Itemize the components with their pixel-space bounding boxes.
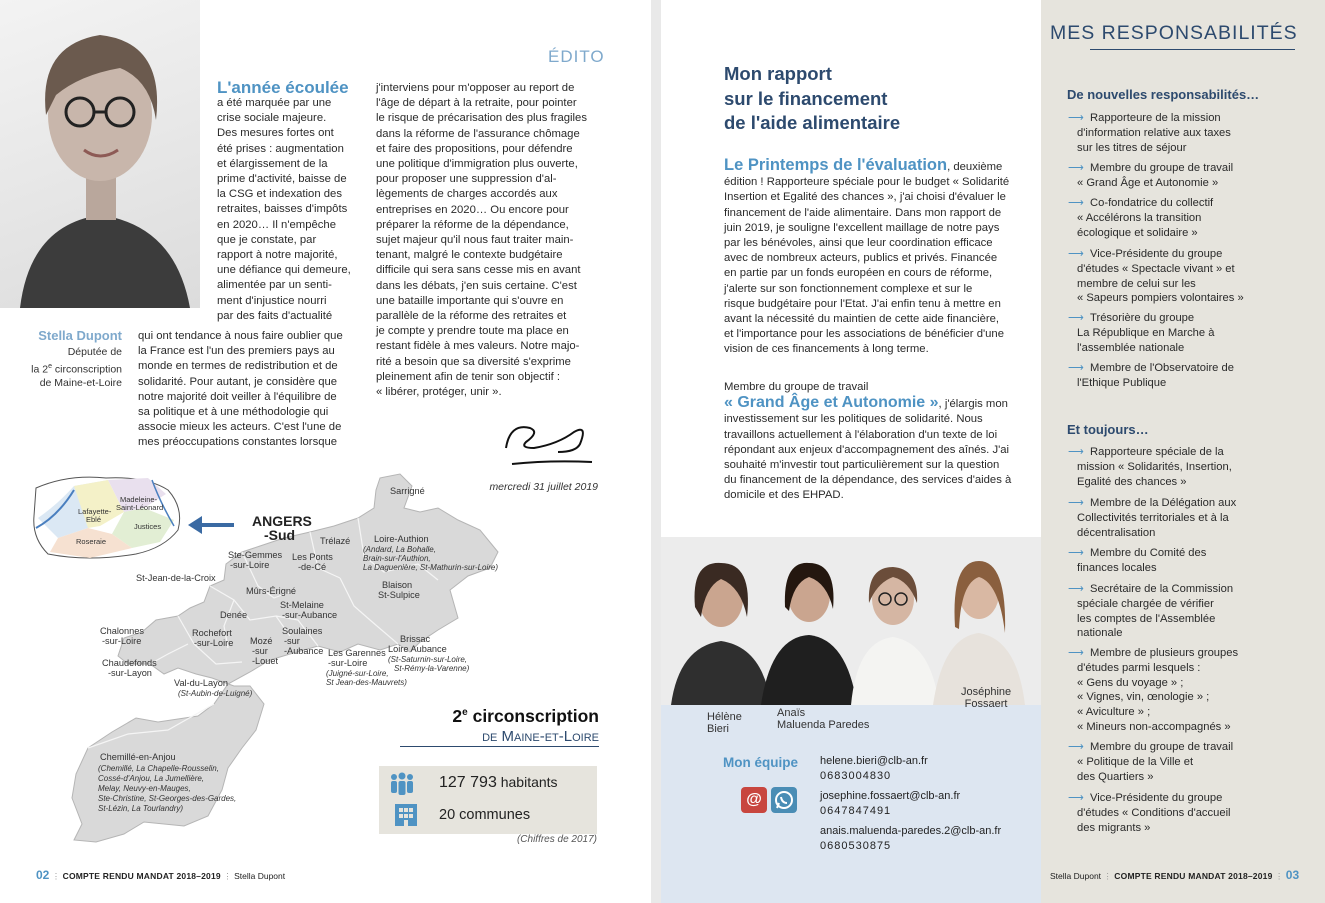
text-line: par des faits d'actualité xyxy=(217,309,333,322)
map-inset-label: Justices xyxy=(134,522,162,531)
text-line: la CSG et indexation des xyxy=(217,188,342,201)
map-town-sublabel: Melay, Neuvy-en-Mauges, xyxy=(98,784,191,793)
responsibility-item: ⟶ Vice-Présidente du groupe d'études « Spectacle vivant » et membre de celui sur les « Sapeurs pompiers volontaires » xyxy=(1068,248,1244,305)
section-heading: De nouvelles responsabilités… xyxy=(1067,87,1260,102)
text-line: lègements de charges accordés aux xyxy=(376,188,558,201)
map-town-label: -sur-Loire xyxy=(328,658,368,668)
map-town-label: Denée xyxy=(220,610,248,620)
text-line: je compte y prendre toute ma place en xyxy=(376,325,569,338)
text-line: et l'importance pour les associations de bénéficier d'une xyxy=(724,328,1004,341)
text-line: j'interviens pour m'opposer au report de xyxy=(376,82,575,94)
text-line: avant la nécessité du maintien de cette aide financière, xyxy=(724,313,1000,326)
working-group-paragraph: Membre du groupe de travail « Grand Âge et Autonomie », j'élargis mon investissement sur les politiques de solidarité. Nous travaillons actuellement à l'élaboration d'un texte de loi répondant aux enjeux d'accompagnement des aînés. J'ai souhaité m'investir tout particulièrement sur la question du financement de la dépendance, des services d'aides à domicile et des EHPAD. xyxy=(724,380,1026,504)
text-line: solidarité. Pour autant, je considère que xyxy=(138,375,338,388)
portrait-photo xyxy=(0,0,200,308)
map-town-label: -Aubance xyxy=(284,646,324,656)
text-line: financement de l'aide alimentaire. Dans mon rapport de xyxy=(724,206,1002,219)
map-town-label: Trélazé xyxy=(320,536,351,546)
text-line: alimentée par un senti- xyxy=(217,279,332,292)
map-town-label: Loire-Authion xyxy=(374,534,429,544)
communes-stat: 20 communes xyxy=(439,807,531,823)
arrow-icon: ⟶ xyxy=(1068,362,1085,374)
text-line: que je constate, par xyxy=(217,233,317,246)
arrow-icon: ⟶ xyxy=(1068,197,1085,209)
map-town-label: Ste-Gemmes xyxy=(228,550,283,560)
map-town-label: Les Garennes xyxy=(328,648,386,658)
working-group-intro: Membre du groupe de travail xyxy=(724,381,869,393)
responsibility-item: ⟶ Trésorière du groupe La République en Marche à l'assemblée nationale xyxy=(1068,312,1215,354)
email-icon[interactable]: @ xyxy=(741,787,767,813)
text-line: édition ! Rapporteure spéciale pour le budget « Solidarité xyxy=(724,176,1010,189)
text-line: prime d'activité, baisse de xyxy=(217,173,347,186)
map-town-sublabel: (Andard, La Bohalle, xyxy=(363,545,436,554)
text-line: j'alerte sur son fonctionnement complexe et sur le xyxy=(724,282,973,295)
text-line: travaillons actuellement à l'élaboration d'un texte de loi xyxy=(724,428,998,441)
map-town-label: Blaison xyxy=(382,580,413,590)
report-lead: Le Printemps de l'évaluation xyxy=(724,156,948,174)
map-town-sublabel: (Chemillé, La Chapelle-Rousselin, xyxy=(98,764,219,773)
text-line: rité a besoin que sa diversité s'exprime xyxy=(376,355,571,368)
responsibility-item: ⟶ Co-fondatrice du collectif « Accélérons la transition écologique et solidaire » xyxy=(1068,197,1214,239)
footer-text: COMPTE RENDU MANDAT 2018–2019 xyxy=(62,871,221,881)
author-caption xyxy=(10,328,122,390)
map-town-sublabel: La Daguenière, St-Mathurin-sur-Loire) xyxy=(363,563,499,572)
author-role: de Maine-et-Loire xyxy=(39,376,122,389)
contact-email[interactable]: anais.maluenda-paredes.2@clb-an.fr xyxy=(820,825,1002,837)
map-town-label: Rochefort xyxy=(192,628,232,638)
team-block xyxy=(661,537,1041,903)
edito-date: mercredi 31 juillet 2019 xyxy=(489,481,598,493)
author-role: Députée de xyxy=(67,346,122,358)
map-inset-label: Eblé xyxy=(86,515,102,524)
arrow-icon: ⟶ xyxy=(1068,547,1085,559)
footer-name: Stella Dupont xyxy=(1050,871,1102,881)
circonscription-subtitle: de Maine-et-Loire xyxy=(400,728,599,747)
text-line: tenant, malgré le contexte budgétaire xyxy=(376,249,563,262)
angers-inset-map xyxy=(34,477,180,558)
text-line: entreprises en 2020… Ou encore pour xyxy=(376,203,569,216)
left-page xyxy=(0,0,651,903)
map-town-label: -Louet xyxy=(252,656,279,666)
text-line: ment d'injustice nourri xyxy=(217,294,327,307)
text-line: du financement de la dépendance, des services d'aides à xyxy=(724,474,1012,487)
arrow-icon: ⟶ xyxy=(1068,312,1085,324)
text-line: rapport à notre majorité, xyxy=(217,249,338,262)
team-member-name: Joséphine Fossaert xyxy=(961,686,1012,710)
map-town-sublabel: St-Lézin, La Tourlandry) xyxy=(98,804,184,813)
map-town-label: Chemillé-en-Anjou xyxy=(100,752,176,762)
signature xyxy=(500,418,595,470)
responsibility-item: ⟶ Rapporteure spéciale de la mission « Solidarités, Insertion, Egalité des chances » xyxy=(1068,446,1232,488)
text-line: dans les débats, j'en suis certaine. C'est xyxy=(376,279,577,292)
text-line: été prises : augmentation xyxy=(217,142,344,155)
map-town-sublabel: St Jean-des-Mauvrets) xyxy=(326,678,407,687)
text-line: Insertion et Egalité des chances », j'ai choisi d'évaluer le xyxy=(724,191,1006,204)
text-line: répondant aux enjeux d'accompagnement des aînés. J'ai xyxy=(724,443,1010,456)
column-2 xyxy=(376,81,598,400)
arrow-icon: ⟶ xyxy=(1068,248,1085,260)
text-line: pleinement afin de tenir son objectif : xyxy=(376,370,560,383)
map-label-angers: ANGERS -Sud xyxy=(252,513,312,543)
text-line: une défiance qui demeure, xyxy=(217,264,351,277)
map-town-label: Mozé xyxy=(250,636,273,646)
map-town-label: -sur-Aubance xyxy=(282,610,338,620)
edito-heading: ÉDITO xyxy=(548,47,605,66)
text-line: difficile qui sera sans cesse mis en avant xyxy=(376,264,581,277)
map-town-label: -sur-Layon xyxy=(108,668,152,678)
text-line: une politique d'immigration plus ouverte, xyxy=(376,158,578,171)
contact-phone: 0683004830 xyxy=(820,770,892,782)
text-line: retraites, baisses d'impôts xyxy=(217,203,348,216)
map-town-sublabel: (Juigné-sur-Loire, xyxy=(326,669,389,678)
stats-note: (Chiffres de 2017) xyxy=(516,834,597,845)
text-line: sujet majeur qu'il nous faut traiter main- xyxy=(376,234,574,247)
author-role: la 2e circonscription xyxy=(31,362,122,375)
map-town-label: Mûrs-Érigné xyxy=(246,586,297,596)
arrow-icon: ⟶ xyxy=(1068,446,1085,458)
page-number: 03 xyxy=(1285,868,1300,882)
map-town-label: Val-du-Layon xyxy=(174,678,228,688)
team-member-name: Anaïs Maluenda Paredes xyxy=(777,707,870,731)
text-line: le risque de précarisation des plus fragiles xyxy=(376,112,587,125)
building-icon xyxy=(393,802,419,828)
map-town-label: Sarrigné xyxy=(390,486,425,496)
text-line: par les bénévoles, ainsi que leur coordination efficace xyxy=(724,237,993,250)
text-line: en partie par un fonds européen en cours de réforme, xyxy=(724,267,993,280)
inhabitants-stat: 127 793 habitants xyxy=(439,774,558,791)
responsibility-item: ⟶ Membre de plusieurs groupes d'études parmi lesquels : « Gens du voyage » ; « Vignes, vin, œnologie » ; « Aviculture » ; « Mineurs non-accompagnés » xyxy=(1068,647,1239,733)
map-town-sublabel: Cossé-d'Anjou, La Jumellière, xyxy=(98,774,205,783)
map-town-label: St-Sulpice xyxy=(378,590,420,600)
contact-list xyxy=(820,754,1001,854)
text-line: et faire des propositions, pour défendre xyxy=(376,142,573,155)
contact-phone: 0647847491 xyxy=(820,805,892,817)
map-town-sublabel: (St-Aubin-de-Luigné) xyxy=(178,689,253,698)
text-line: risque budgétaire pour l'Etat. J'ai enfin tenu à mettre en xyxy=(724,297,1001,310)
arrow-icon: ⟶ xyxy=(1068,583,1085,595)
contact-phone: 0680530875 xyxy=(820,840,892,852)
lead-title: L'année écoulée xyxy=(217,78,349,97)
map-town-label: -sur xyxy=(284,636,300,646)
contact-email[interactable]: josephine.fossaert@clb-an.fr xyxy=(820,790,961,802)
author-name: Stella Dupont xyxy=(38,328,122,343)
whatsapp-icon[interactable] xyxy=(771,787,797,813)
map-town-sublabel: Brain-sur-l'Authion, xyxy=(363,554,431,563)
responsibility-item: ⟶ Membre du Comité des finances locales xyxy=(1068,547,1207,574)
text-line: Des mesures fortes ont xyxy=(217,127,334,140)
text-line: souhaité m'investir tout particulièrement sur la question xyxy=(724,459,1000,472)
column-1-bottom xyxy=(138,329,360,451)
map-town-sublabel: Ste-Christine, St-Georges-des-Gardes, xyxy=(98,794,237,803)
text-line: crise sociale majeure. xyxy=(217,112,327,125)
map-town-label: Brissac xyxy=(400,634,431,644)
text-line: mes préoccupations constantes lorsque xyxy=(138,436,338,449)
responsibility-item: ⟶ Rapporteure de la mission d'information relative aux taxes sur les titres de séjour xyxy=(1068,112,1231,154)
text-line: pour proposer une suppression d'al- xyxy=(376,173,557,186)
arrow-icon: ⟶ xyxy=(1068,162,1085,174)
text-line: sa politique et à une méthodologie qui xyxy=(138,406,329,419)
responsibility-item: ⟶ Vice-Présidente du groupe d'études « Conditions d'accueil des migrants » xyxy=(1068,792,1231,834)
responsibility-item: ⟶ Membre de la Délégation aux Collectivités territoriales et à la décentralisation xyxy=(1068,497,1237,539)
map-town-label: Chalonnes xyxy=(100,626,144,636)
map-town-label: -sur-Loire xyxy=(194,638,234,648)
arrow-icon: ⟶ xyxy=(1068,792,1085,804)
map-inset-label: Madeleine- xyxy=(120,495,158,504)
column-1-top xyxy=(217,96,360,324)
contact-email[interactable]: helene.bieri@clb-an.fr xyxy=(820,755,928,767)
arrow-icon: ⟶ xyxy=(1068,647,1085,659)
working-group-lead: « Grand Âge et Autonomie » xyxy=(724,394,939,412)
responsibility-item: ⟶ Secrétaire de la Commission spéciale chargée de vérifier les comptes de l'Assemblée nationale xyxy=(1068,583,1234,640)
team-photo xyxy=(661,537,1041,705)
page-footer-left: 02 ⋮ COMPTE RENDU MANDAT 2018–2019 ⋮ Stella Dupont xyxy=(36,868,286,882)
team-member-name: Hélène Bieri xyxy=(707,711,742,735)
people-icon xyxy=(389,772,415,796)
arrow-icon: ⟶ xyxy=(1068,497,1085,509)
page-gutter xyxy=(651,0,661,903)
map-inset-label: Roseraie xyxy=(76,537,107,546)
map-inset-label: Lafayette- xyxy=(78,507,112,516)
text-line: restant fidèle à mes valeurs. Notre majo- xyxy=(376,340,580,353)
text-line: l'âge de départ à la retraite, pour pointer xyxy=(376,97,577,110)
stats-box xyxy=(379,766,597,834)
text-line: juin 2019, je souligne l'excellent maillage de notre pays xyxy=(724,221,1000,234)
text-line: en 2020… Il n'empêche xyxy=(217,218,336,231)
text-line: a été marquée par une xyxy=(217,97,332,109)
map-town-label: Chaudefonds xyxy=(102,658,157,668)
responsibility-item: ⟶ Membre de l'Observatoire de l'Ethique Publique xyxy=(1068,362,1234,389)
circonscription-title: 2e circonscription xyxy=(452,706,599,726)
text-line: domicile et des EHPAD. xyxy=(724,489,844,502)
text-line: une bataille importante qui s'ouvre en xyxy=(376,294,564,307)
text-line: vision de ces financements à long terme. xyxy=(724,343,929,356)
text-line: qui ont tendance à nous faire oublier que xyxy=(138,330,343,342)
arrow-left-icon xyxy=(188,516,234,534)
arrow-icon: ⟶ xyxy=(1068,741,1085,753)
responsibility-item: ⟶ Membre du groupe de travail « Grand Âge et Autonomie » xyxy=(1068,162,1234,189)
page-number: 02 xyxy=(36,868,50,882)
sidebar-title: MES RESPONSABILITÉS xyxy=(1050,22,1298,44)
text-line: investissement sur les politiques de solidarité. Nous xyxy=(724,413,983,426)
arrow-icon: ⟶ xyxy=(1068,112,1085,124)
map-town-label: -sur-Loire xyxy=(102,636,142,646)
map-town-label: St-Melaine xyxy=(280,600,324,610)
text-line: notre majorité doit veiller à l'équilibre de xyxy=(138,390,337,403)
text-line: parallèle de la réforme des retraites et xyxy=(376,310,567,323)
text-line: dans la réforme de l'assurance chômage xyxy=(376,127,580,140)
report-title: Mon rapport sur le financement de l'aide alimentaire xyxy=(724,63,901,133)
page-footer-right: Stella Dupont ⋮ COMPTE RENDU MANDAT 2018–2019 ⋮ 03 xyxy=(1050,868,1300,882)
text-line: « libérer, protéger, unir ». xyxy=(376,386,502,399)
text-line: monde en termes de redistribution et de xyxy=(138,360,338,373)
map-town-label: -sur-Loire xyxy=(230,560,270,570)
footer-text: COMPTE RENDU MANDAT 2018–2019 xyxy=(1114,871,1273,881)
map-town-label: Soulaines xyxy=(282,626,323,636)
section-heading: Et toujours… xyxy=(1067,422,1149,437)
team-heading: Mon équipe xyxy=(723,755,798,770)
map-town-sublabel: (St-Saturnin-sur-Loire, xyxy=(388,655,467,664)
map-town-sublabel: St-Rémy-la-Varenne) xyxy=(394,664,470,673)
text-line: et élargissement de la xyxy=(217,157,328,170)
map-town-label: -de-Cé xyxy=(298,562,327,572)
sidebar-title-underline xyxy=(1090,49,1295,50)
text-line: associe mieux les acteurs. C'est l'une de xyxy=(138,421,342,434)
text-line: préparer la réforme de la dépendance, xyxy=(376,218,569,231)
responsibility-item: ⟶ Membre du groupe de travail « Politique de la Ville et des Quartiers » xyxy=(1068,741,1234,783)
map-town-label: Loire Aubance xyxy=(388,644,447,654)
map-town-label: Les Ponts xyxy=(292,552,333,562)
footer-name: Stella Dupont xyxy=(234,871,286,881)
map-town-label: -sur xyxy=(252,646,268,656)
text-line: la France est l'un des premiers pays au xyxy=(138,345,335,358)
text-line: avec de nombreux acteurs, publics et privés. Financée xyxy=(724,252,998,265)
map-town-label: St-Jean-de-la-Croix xyxy=(136,573,216,583)
report-paragraph: Le Printemps de l'évaluation, deuxième édition ! Rapporteure spéciale pour le budget « Solidarité Insertion et Egalité des chances », j'ai choisi d'évaluer le financement de l'aide alimentaire. Dans mon rapport de juin 2019, je souligne l'excellent maillage de notre pays par les bénévoles, ainsi que leur coordination efficace avec de nombreux acteurs, publics et privés. Financée en partie par un fonds européen en cours de réforme, j'alerte sur son fonctionnement complexe et sur le risque budgétaire pour l'Etat. J'ai enfin tenu à mettre en avant la nécessité du maintien de cette aide financière, et l'importance pour les associations de bénéficier d'une vision de ces financements à long terme. xyxy=(724,158,1026,358)
map-inset-label: Saint-Léonard xyxy=(116,503,164,512)
